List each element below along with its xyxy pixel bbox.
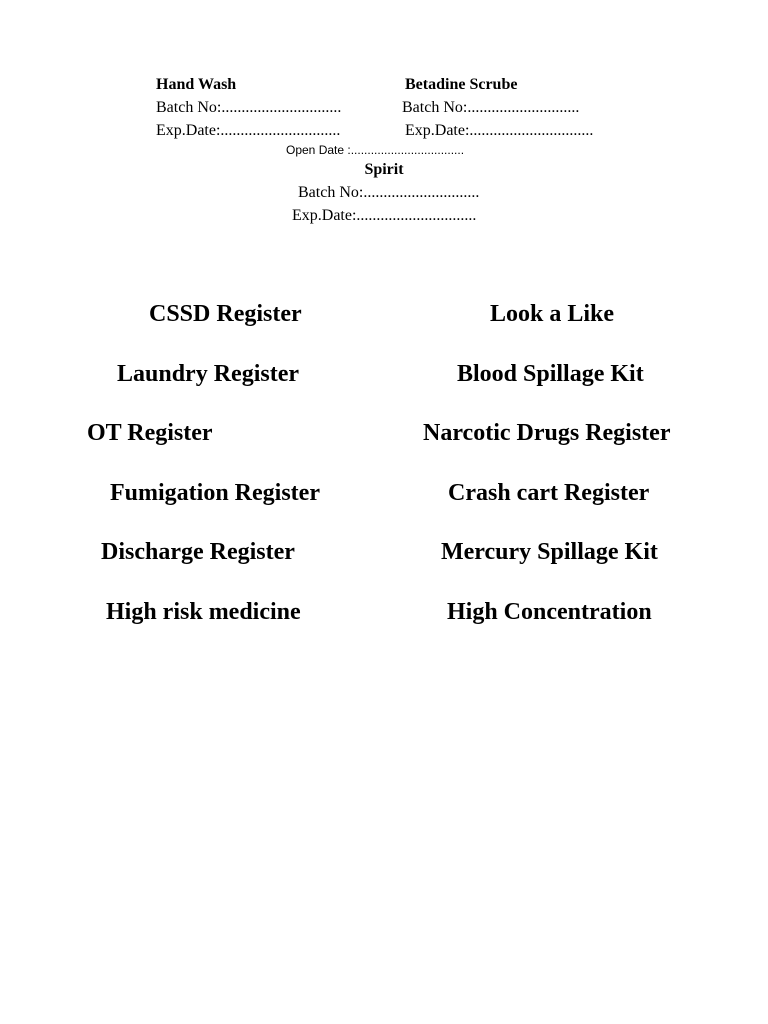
betadine-exp: Exp.Date:...............................	[405, 122, 594, 139]
label-crash-cart-register: Crash cart Register	[448, 480, 650, 506]
label-mercury-spillage-kit: Mercury Spillage Kit	[441, 539, 658, 565]
hand-wash-title: Hand Wash	[156, 76, 237, 93]
spirit-title: Spirit	[364, 161, 404, 178]
label-fumigation-register: Fumigation Register	[110, 480, 320, 506]
hand-wash-exp: Exp.Date:..............................	[156, 122, 341, 139]
label-cssd-register: CSSD Register	[149, 301, 302, 327]
spirit-batch: Batch No:.............................	[298, 184, 480, 201]
label-look-a-like: Look a Like	[490, 301, 615, 327]
betadine-batch: Batch No:............................	[402, 99, 580, 116]
spirit-exp: Exp.Date:..............................	[292, 207, 477, 224]
label-laundry-register: Laundry Register	[117, 361, 299, 387]
label-ot-register: OT Register	[87, 420, 213, 446]
betadine-title: Betadine Scrube	[405, 76, 518, 93]
label-blood-spillage-kit: Blood Spillage Kit	[457, 361, 644, 387]
label-high-concentration: High Concentration	[447, 599, 652, 625]
hand-wash-batch: Batch No:..............................	[156, 99, 342, 116]
label-high-risk-medicine: High risk medicine	[106, 599, 301, 625]
label-discharge-register: Discharge Register	[101, 539, 295, 565]
label-narcotic-drugs-register: Narcotic Drugs Register	[423, 420, 671, 446]
open-date: Open Date :..................................	[286, 143, 465, 157]
